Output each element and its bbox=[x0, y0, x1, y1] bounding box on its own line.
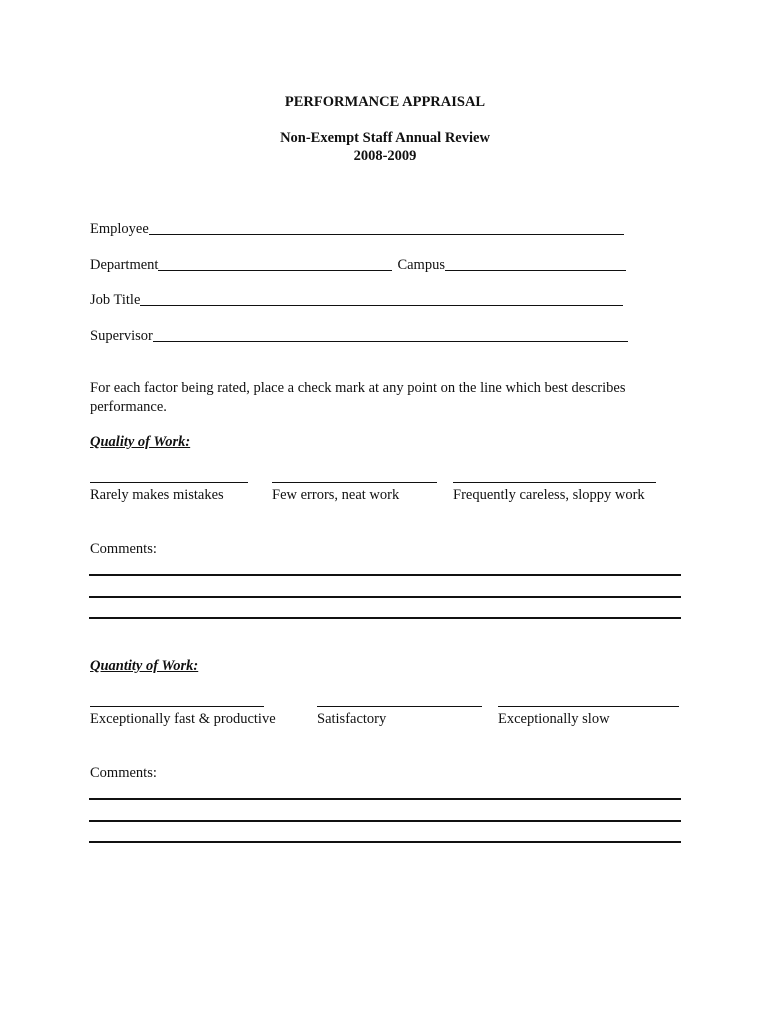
comment-line[interactable] bbox=[89, 820, 681, 822]
campus-label: Campus bbox=[397, 257, 445, 273]
employee-label: Employee bbox=[90, 221, 149, 237]
employee-line[interactable] bbox=[149, 234, 624, 235]
comment-line[interactable] bbox=[89, 596, 681, 598]
comment-line[interactable] bbox=[89, 574, 681, 576]
form-year: 2008-2009 bbox=[353, 148, 417, 164]
rating-line-rarely-makes-mistakes[interactable] bbox=[90, 482, 248, 483]
comment-line[interactable] bbox=[89, 841, 681, 843]
department-field[interactable] bbox=[90, 255, 626, 273]
supervisor-line[interactable] bbox=[153, 341, 628, 342]
rating-label: Exceptionally slow bbox=[498, 711, 610, 727]
rating-line-frequently-careless[interactable] bbox=[453, 482, 656, 483]
department-label: Department bbox=[90, 257, 159, 273]
rating-label: Satisfactory bbox=[317, 711, 387, 727]
employee-field[interactable] bbox=[90, 219, 624, 237]
quantity-of-work-heading: Quantity of Work: bbox=[90, 658, 199, 674]
form-subtitle: Non-Exempt Staff Annual Review bbox=[280, 130, 490, 146]
rating-label: Few errors, neat work bbox=[272, 487, 400, 503]
comment-line[interactable] bbox=[89, 798, 681, 800]
job-title-label: Job Title bbox=[90, 292, 141, 308]
comment-line[interactable] bbox=[89, 617, 681, 619]
instructions-text: For each factor being rated, place a check mark at any point on the line which best describes performance. bbox=[90, 380, 626, 415]
supervisor-label: Supervisor bbox=[90, 328, 153, 344]
department-line[interactable] bbox=[158, 270, 392, 271]
job-title-line[interactable] bbox=[140, 305, 623, 306]
form-title: PERFORMANCE APPRAISAL bbox=[284, 94, 486, 110]
rating-line-exceptionally-slow[interactable] bbox=[498, 706, 679, 707]
comments-label: Comments: bbox=[90, 765, 157, 781]
job-title-field[interactable] bbox=[90, 290, 623, 308]
rating-label: Exceptionally fast & productive bbox=[90, 711, 276, 727]
rating-label: Rarely makes mistakes bbox=[90, 487, 224, 503]
quality-of-work-heading: Quality of Work: bbox=[90, 434, 191, 450]
rating-line-satisfactory[interactable] bbox=[317, 706, 482, 707]
rating-line-exceptionally-fast[interactable] bbox=[90, 706, 264, 707]
campus-line[interactable] bbox=[445, 270, 626, 271]
rating-label: Frequently careless, sloppy work bbox=[453, 487, 645, 503]
rating-line-few-errors[interactable] bbox=[272, 482, 437, 483]
supervisor-field[interactable] bbox=[90, 326, 628, 344]
comments-label: Comments: bbox=[90, 541, 157, 557]
